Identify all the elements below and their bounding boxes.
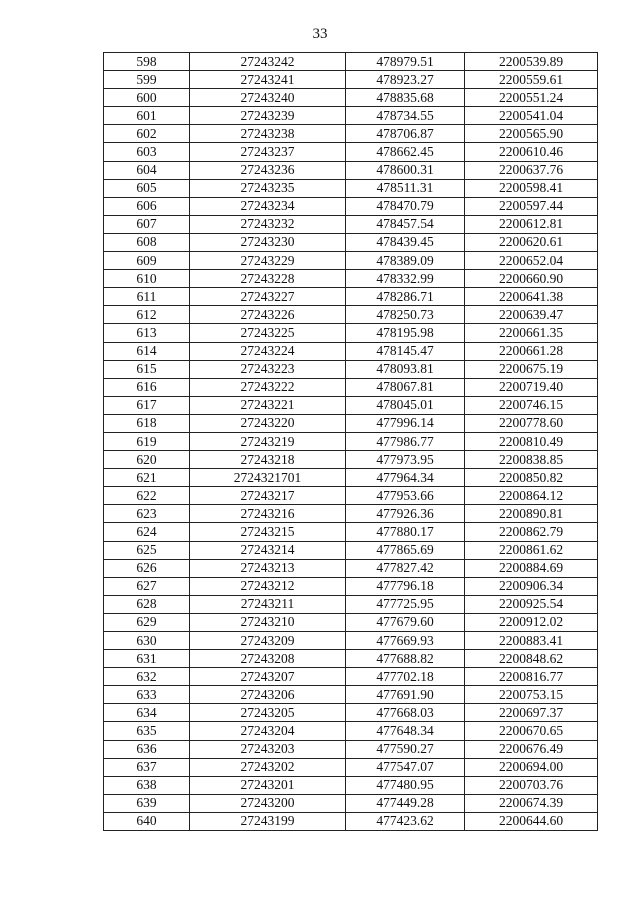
point-id-cell: 27243240 [190,89,346,107]
point-number-cell: 607 [104,215,190,233]
table-row [104,686,598,704]
table-row [104,613,598,631]
point-id-cell: 27243239 [190,107,346,125]
x-coordinate-cell: 477725.95 [346,595,465,613]
table-row [104,360,598,378]
x-coordinate-cell: 478093.81 [346,360,465,378]
table-row [104,233,598,251]
table-row [104,288,598,306]
table-row [104,812,598,830]
point-id-cell: 27243209 [190,632,346,650]
y-coordinate-cell: 2200848.62 [465,650,598,668]
point-number-cell: 632 [104,668,190,686]
point-id-cell: 27243215 [190,523,346,541]
table-row [104,541,598,559]
point-id-cell: 27243238 [190,125,346,143]
x-coordinate-cell: 477996.14 [346,414,465,432]
table-row [104,487,598,505]
point-id-cell: 27243221 [190,396,346,414]
table-row [104,722,598,740]
point-id-cell: 27243242 [190,53,346,71]
x-coordinate-cell: 478439.45 [346,233,465,251]
table-row [104,324,598,342]
y-coordinate-cell: 2200838.85 [465,451,598,469]
y-coordinate-cell: 2200565.90 [465,125,598,143]
table-row [104,89,598,107]
table-row [104,378,598,396]
point-number-cell: 630 [104,632,190,650]
point-number-cell: 616 [104,378,190,396]
y-coordinate-cell: 2200641.38 [465,288,598,306]
x-coordinate-cell: 478457.54 [346,215,465,233]
point-id-cell: 27243208 [190,650,346,668]
x-coordinate-cell: 477547.07 [346,758,465,776]
point-id-cell: 27243214 [190,541,346,559]
y-coordinate-cell: 2200620.61 [465,233,598,251]
x-coordinate-cell: 477973.95 [346,451,465,469]
point-number-cell: 600 [104,89,190,107]
table-row [104,758,598,776]
x-coordinate-cell: 478286.71 [346,288,465,306]
x-coordinate-cell: 478145.47 [346,342,465,360]
point-id-cell: 27243210 [190,613,346,631]
y-coordinate-cell: 2200539.89 [465,53,598,71]
point-number-cell: 625 [104,541,190,559]
x-coordinate-cell: 478332.99 [346,270,465,288]
point-id-cell: 27243204 [190,722,346,740]
table-row [104,197,598,215]
point-number-cell: 599 [104,71,190,89]
point-id-cell: 27243212 [190,577,346,595]
x-coordinate-cell: 478389.09 [346,252,465,270]
y-coordinate-cell: 2200670.65 [465,722,598,740]
point-id-cell: 27243230 [190,233,346,251]
point-number-cell: 626 [104,559,190,577]
y-coordinate-cell: 2200864.12 [465,487,598,505]
y-coordinate-cell: 2200719.40 [465,378,598,396]
x-coordinate-cell: 477880.17 [346,523,465,541]
table-row [104,577,598,595]
y-coordinate-cell: 2200778.60 [465,414,598,432]
table-row [104,668,598,686]
x-coordinate-cell: 478600.31 [346,161,465,179]
table-row [104,125,598,143]
y-coordinate-cell: 2200639.47 [465,306,598,324]
point-number-cell: 620 [104,451,190,469]
point-number-cell: 613 [104,324,190,342]
table-row [104,432,598,450]
table-row [104,179,598,197]
x-coordinate-cell: 477480.95 [346,776,465,794]
point-number-cell: 623 [104,505,190,523]
table-row [104,595,598,613]
x-coordinate-cell: 478250.73 [346,306,465,324]
point-id-cell: 27243219 [190,432,346,450]
point-number-cell: 624 [104,523,190,541]
coordinates-table [103,52,598,831]
point-number-cell: 628 [104,595,190,613]
point-id-cell: 27243201 [190,776,346,794]
point-id-cell: 27243236 [190,161,346,179]
point-number-cell: 606 [104,197,190,215]
point-id-cell: 27243234 [190,197,346,215]
y-coordinate-cell: 2200610.46 [465,143,598,161]
y-coordinate-cell: 2200661.28 [465,342,598,360]
y-coordinate-cell: 2200541.04 [465,107,598,125]
x-coordinate-cell: 478045.01 [346,396,465,414]
point-id-cell: 27243232 [190,215,346,233]
x-coordinate-cell: 477648.34 [346,722,465,740]
table-row [104,776,598,794]
y-coordinate-cell: 2200597.44 [465,197,598,215]
y-coordinate-cell: 2200912.02 [465,613,598,631]
y-coordinate-cell: 2200598.41 [465,179,598,197]
table-row [104,396,598,414]
point-number-cell: 619 [104,432,190,450]
y-coordinate-cell: 2200703.76 [465,776,598,794]
y-coordinate-cell: 2200637.76 [465,161,598,179]
point-id-cell: 27243217 [190,487,346,505]
point-id-cell: 27243211 [190,595,346,613]
x-coordinate-cell: 477827.42 [346,559,465,577]
point-id-cell: 27243207 [190,668,346,686]
table-row [104,632,598,650]
x-coordinate-cell: 478734.55 [346,107,465,125]
table-row [104,161,598,179]
point-id-cell: 27243229 [190,252,346,270]
x-coordinate-cell: 477926.36 [346,505,465,523]
point-number-cell: 638 [104,776,190,794]
y-coordinate-cell: 2200559.61 [465,71,598,89]
point-id-cell: 27243200 [190,794,346,812]
point-number-cell: 617 [104,396,190,414]
point-id-cell: 27243228 [190,270,346,288]
table-row [104,740,598,758]
x-coordinate-cell: 477668.03 [346,704,465,722]
table-body [104,53,598,831]
point-id-cell: 27243223 [190,360,346,378]
point-id-cell: 27243224 [190,342,346,360]
x-coordinate-cell: 477964.34 [346,469,465,487]
x-coordinate-cell: 478662.45 [346,143,465,161]
point-number-cell: 601 [104,107,190,125]
point-number-cell: 637 [104,758,190,776]
table-row [104,342,598,360]
x-coordinate-cell: 477702.18 [346,668,465,686]
y-coordinate-cell: 2200810.49 [465,432,598,450]
point-id-cell: 27243205 [190,704,346,722]
point-number-cell: 612 [104,306,190,324]
point-number-cell: 609 [104,252,190,270]
point-number-cell: 608 [104,233,190,251]
table-row [104,143,598,161]
x-coordinate-cell: 477590.27 [346,740,465,758]
point-number-cell: 610 [104,270,190,288]
x-coordinate-cell: 477691.90 [346,686,465,704]
page-number: 33 [312,26,328,42]
table-row [104,215,598,233]
table-row [104,53,598,71]
y-coordinate-cell: 2200925.54 [465,595,598,613]
y-coordinate-cell: 2200883.41 [465,632,598,650]
point-id-cell: 27243216 [190,505,346,523]
x-coordinate-cell: 478706.87 [346,125,465,143]
y-coordinate-cell: 2200694.00 [465,758,598,776]
point-id-cell: 27243199 [190,812,346,830]
x-coordinate-cell: 477953.66 [346,487,465,505]
y-coordinate-cell: 2200660.90 [465,270,598,288]
x-coordinate-cell: 477688.82 [346,650,465,668]
point-number-cell: 629 [104,613,190,631]
x-coordinate-cell: 478067.81 [346,378,465,396]
x-coordinate-cell: 477669.93 [346,632,465,650]
point-id-cell: 2724321701 [190,469,346,487]
table-row [104,650,598,668]
point-number-cell: 633 [104,686,190,704]
table-row [104,523,598,541]
y-coordinate-cell: 2200652.04 [465,252,598,270]
point-id-cell: 27243220 [190,414,346,432]
x-coordinate-cell: 477986.77 [346,432,465,450]
table-row [104,704,598,722]
y-coordinate-cell: 2200890.81 [465,505,598,523]
point-number-cell: 622 [104,487,190,505]
x-coordinate-cell: 478470.79 [346,197,465,215]
table-row [104,414,598,432]
x-coordinate-cell: 478195.98 [346,324,465,342]
point-number-cell: 604 [104,161,190,179]
y-coordinate-cell: 2200884.69 [465,559,598,577]
point-id-cell: 27243213 [190,559,346,577]
point-number-cell: 631 [104,650,190,668]
point-id-cell: 27243227 [190,288,346,306]
y-coordinate-cell: 2200906.34 [465,577,598,595]
point-id-cell: 27243202 [190,758,346,776]
point-number-cell: 602 [104,125,190,143]
y-coordinate-cell: 2200746.15 [465,396,598,414]
table-row [104,451,598,469]
x-coordinate-cell: 478923.27 [346,71,465,89]
x-coordinate-cell: 478979.51 [346,53,465,71]
y-coordinate-cell: 2200816.77 [465,668,598,686]
point-id-cell: 27243226 [190,306,346,324]
table-row [104,107,598,125]
point-number-cell: 639 [104,794,190,812]
point-number-cell: 627 [104,577,190,595]
y-coordinate-cell: 2200862.79 [465,523,598,541]
point-number-cell: 611 [104,288,190,306]
y-coordinate-cell: 2200697.37 [465,704,598,722]
point-number-cell: 603 [104,143,190,161]
point-id-cell: 27243225 [190,324,346,342]
table-row [104,252,598,270]
point-number-cell: 618 [104,414,190,432]
x-coordinate-cell: 477865.69 [346,541,465,559]
y-coordinate-cell: 2200753.15 [465,686,598,704]
table-row [104,469,598,487]
y-coordinate-cell: 2200675.19 [465,360,598,378]
point-number-cell: 634 [104,704,190,722]
x-coordinate-cell: 477796.18 [346,577,465,595]
y-coordinate-cell: 2200644.60 [465,812,598,830]
x-coordinate-cell: 477423.62 [346,812,465,830]
point-number-cell: 615 [104,360,190,378]
point-id-cell: 27243235 [190,179,346,197]
table-row [104,505,598,523]
point-number-cell: 598 [104,53,190,71]
x-coordinate-cell: 477449.28 [346,794,465,812]
point-number-cell: 621 [104,469,190,487]
x-coordinate-cell: 477679.60 [346,613,465,631]
table-row [104,270,598,288]
table-row [104,559,598,577]
y-coordinate-cell: 2200861.62 [465,541,598,559]
y-coordinate-cell: 2200551.24 [465,89,598,107]
point-id-cell: 27243241 [190,71,346,89]
point-number-cell: 636 [104,740,190,758]
point-id-cell: 27243222 [190,378,346,396]
y-coordinate-cell: 2200661.35 [465,324,598,342]
table-row [104,306,598,324]
table-row [104,794,598,812]
point-number-cell: 614 [104,342,190,360]
point-number-cell: 635 [104,722,190,740]
x-coordinate-cell: 478511.31 [346,179,465,197]
x-coordinate-cell: 478835.68 [346,89,465,107]
point-id-cell: 27243218 [190,451,346,469]
y-coordinate-cell: 2200674.39 [465,794,598,812]
point-number-cell: 640 [104,812,190,830]
table-row [104,71,598,89]
y-coordinate-cell: 2200850.82 [465,469,598,487]
point-id-cell: 27243206 [190,686,346,704]
point-id-cell: 27243203 [190,740,346,758]
y-coordinate-cell: 2200612.81 [465,215,598,233]
y-coordinate-cell: 2200676.49 [465,740,598,758]
point-number-cell: 605 [104,179,190,197]
point-id-cell: 27243237 [190,143,346,161]
